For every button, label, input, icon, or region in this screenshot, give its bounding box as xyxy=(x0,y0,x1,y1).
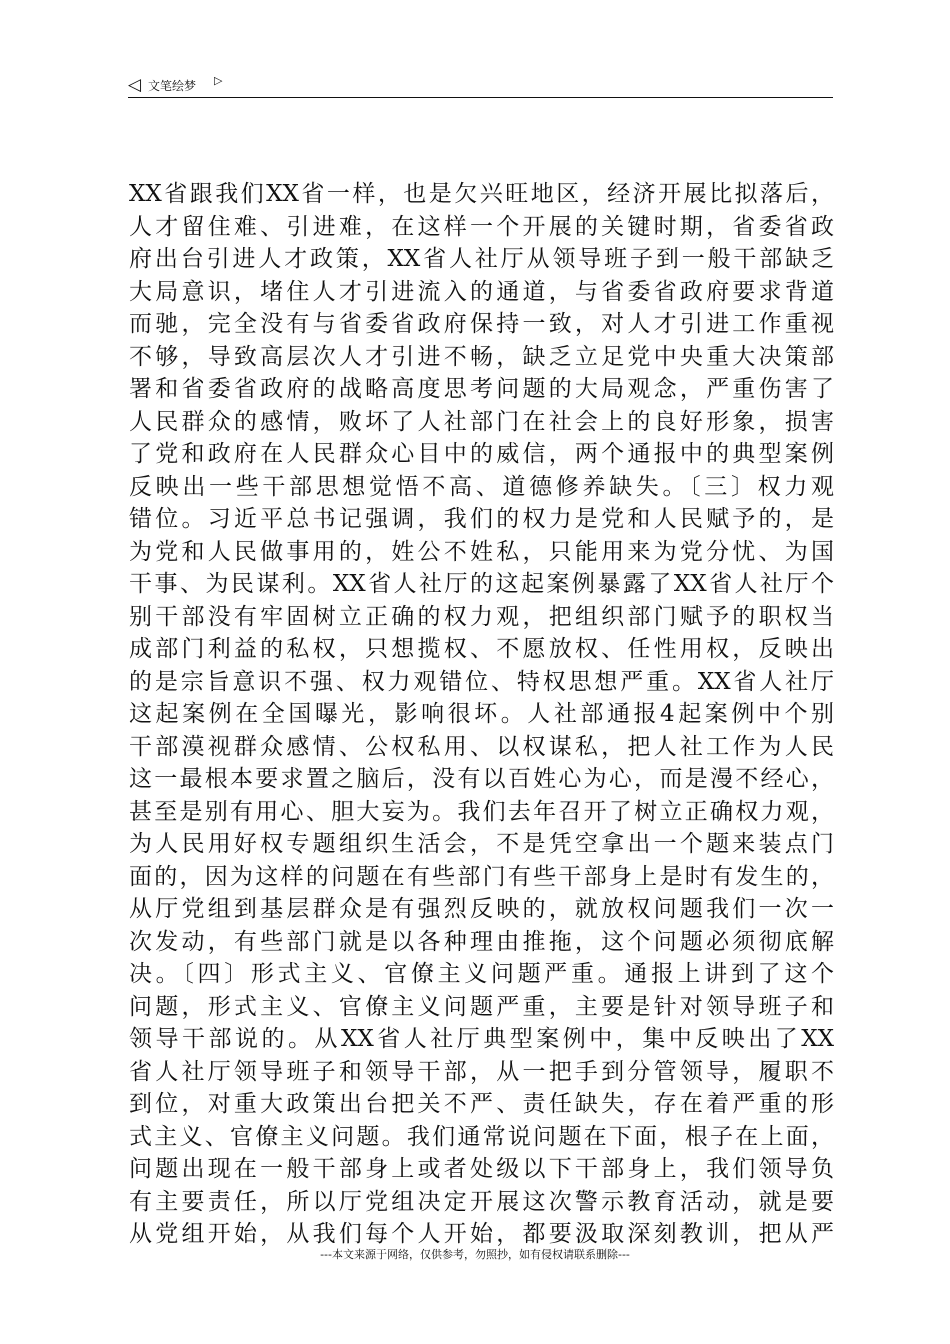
header-divider xyxy=(128,97,833,98)
triangle-right-icon: ▷ xyxy=(214,74,223,87)
body-line: 这起案例在全国曝光，影响很坏。人社部通报4起案例中个别 xyxy=(129,701,834,727)
document-body xyxy=(129,178,834,1251)
body-line: 这一最根本要求置之脑后，没有以百姓心为心，而是漫不经心， xyxy=(129,766,834,792)
body-line: 反映出一些干部思想觉悟不高、道德修养缺失。〔三〕权力观 xyxy=(129,473,834,500)
body-line: 甚至是别有用心、胆大妄为。我们去年召开了树立正确权力观， xyxy=(129,798,834,825)
body-line: 别干部没有牢固树立正确的权力观，把组织部门赋予的职权当 xyxy=(129,603,834,630)
body-line: 有主要责任，所以厅党组决定开展这次警示教育活动，就是要 xyxy=(129,1188,834,1215)
body-line: 人民群众的感情，败坏了人社部门在社会上的良好形象，损害 xyxy=(129,408,834,435)
body-line: 面的，因为这样的问题在有些部门有些干部身上是时有发生的， xyxy=(129,863,834,890)
body-line: 从厅党组到基层群众是有强烈反映的，就放权问题我们一次一 xyxy=(129,896,834,922)
body-line: 不够，导致高层次人才引进不畅，缺乏立足党中央重大决策部 xyxy=(129,343,834,370)
body-line: 署和省委省政府的战略高度思考问题的大局观念，严重伤害了 xyxy=(129,376,834,402)
body-line: 了党和政府在人民群众心目中的威信，两个通报中的典型案例 xyxy=(129,441,834,467)
body-line: 干部漠视群众感情、公权私用、以权谋私，把人社工作为人民 xyxy=(129,733,834,760)
body-line: 到位，对重大政策出台把关不严、责任缺失，存在着严重的形 xyxy=(129,1091,834,1117)
body-line: 而驰，完全没有与省委省政府保持一致，对人才引进工作重视 xyxy=(129,311,834,337)
body-line: 决。〔四〕形式主义、官僚主义问题严重。通报上讲到了这个 xyxy=(129,961,834,987)
body-line: 从党组开始，从我们每个人开始，都要汲取深刻教训，把从严 xyxy=(129,1221,834,1247)
body-line: 成部门利益的私权，只想揽权、不愿放权、任性用权，反映出 xyxy=(129,636,834,662)
body-line: 式主义、官僚主义问题。我们通常说问题在下面，根子在上面， xyxy=(129,1123,834,1150)
body-line: 为党和人民做事用的，姓公不姓私，只能用来为党分忧、为国 xyxy=(129,538,834,565)
body-line: 干事、为民谋利。XX省人社厅的这起案例暴露了XX省人社厅个 xyxy=(129,571,834,597)
body-line: 省人社厅领导班子和领导干部，从一把手到分管领导，履职不 xyxy=(129,1058,834,1085)
header-brand: 文笔绘梦 xyxy=(148,79,197,93)
body-line: 次发动，有些部门就是以各种理由推拖，这个问题必须彻底解 xyxy=(129,928,834,955)
body-line: 问题出现在一般干部身上或者处级以下干部身上，我们领导负 xyxy=(129,1156,834,1182)
body-line: 领导干部说的。从XX省人社厅典型案例中，集中反映出了XX xyxy=(129,1026,834,1052)
body-line: 大局意识，堵住人才引进流入的通道，与省委省政府要求背道 xyxy=(129,278,834,305)
body-line: XX省跟我们XX省一样，也是欠兴旺地区，经济开展比拟落后， xyxy=(129,181,834,207)
body-line: 为人民用好权专题组织生活会，不是凭空拿出一个题来装点门 xyxy=(129,831,834,857)
triangle-left-icon: ◁ xyxy=(128,75,142,95)
body-line: 的是宗旨意识不强、权力观错位、特权思想严重。XX省人社厅 xyxy=(129,668,834,695)
footer-disclaimer: ---本文来源于网络，仅供参考，勿照抄，如有侵权请联系删除--- xyxy=(320,1248,630,1261)
page-header xyxy=(128,74,833,98)
body-line: 府出台引进人才政策，XX省人社厅从领导班子到一般干部缺乏 xyxy=(129,246,834,272)
body-line: 问题，形式主义、官僚主义问题严重，主要是针对领导班子和 xyxy=(129,993,834,1020)
body-line: 错位。习近平总书记强调，我们的权力是党和人民赋予的，是 xyxy=(129,506,834,532)
body-line: 人才留住难、引进难，在这样一个开展的关键时期，省委省政 xyxy=(129,213,834,240)
